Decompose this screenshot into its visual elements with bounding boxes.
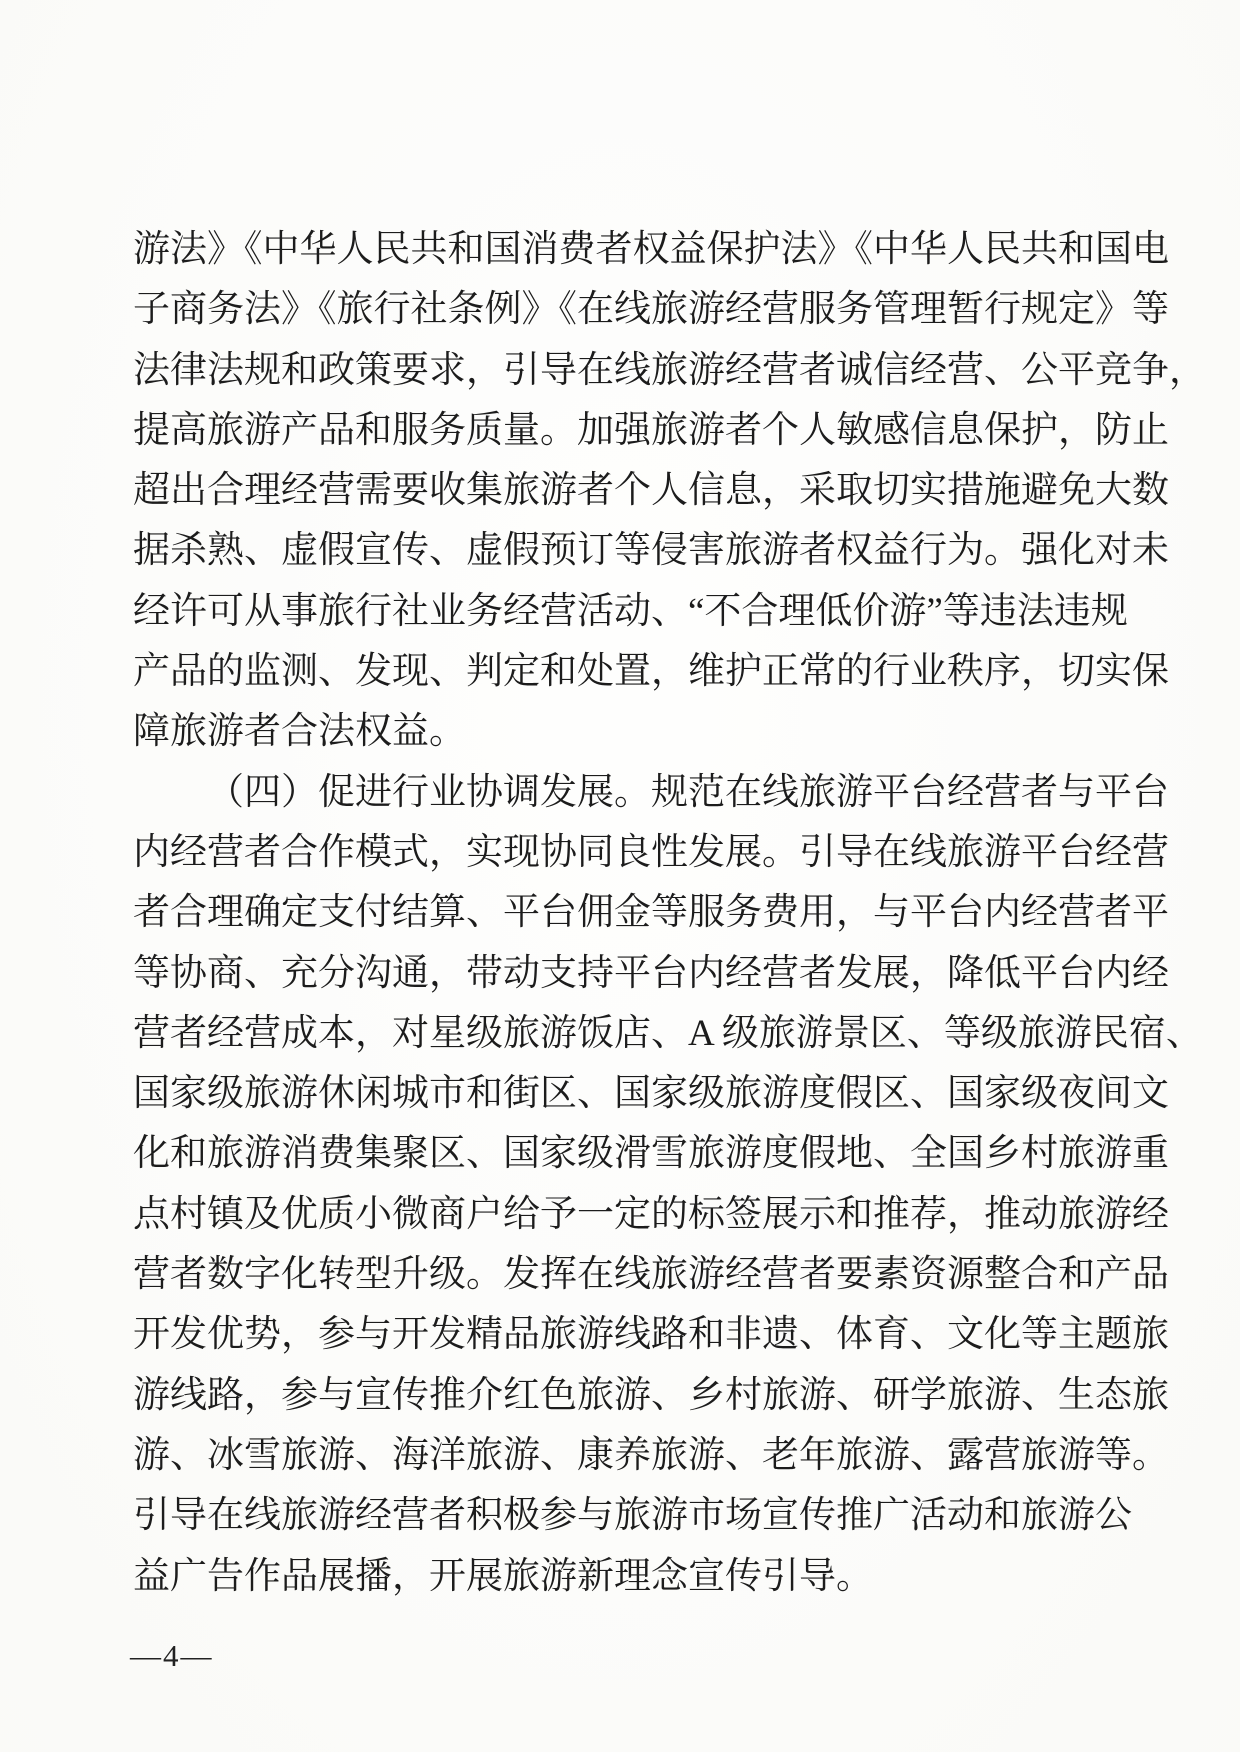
text-line: 提高旅游产品和服务质量。加强旅游者个人敏感信息保护，防止 bbox=[133, 409, 1169, 451]
text-line-section-four-heading: （四）促进行业协调发展。规范在线旅游平台经营者与平台 bbox=[207, 771, 1169, 813]
text-line: 游线路，参与宣传推介红色旅游、乡村旅游、研学旅游、生态旅 bbox=[133, 1374, 1169, 1416]
text-line: 法律法规和政策要求，引导在线旅游经营者诚信经营、公平竞争， bbox=[133, 349, 1206, 391]
text-line: 引导在线旅游经营者积极参与旅游市场宣传推广活动和旅游公 bbox=[133, 1495, 1132, 1537]
text-line: 等协商、充分沟通，带动支持平台内经营者发展，降低平台内经 bbox=[133, 952, 1169, 994]
text-line-paragraph-end: 障旅游者合法权益。 bbox=[133, 711, 466, 753]
text-line: 内经营者合作模式，实现协同良性发展。引导在线旅游平台经营 bbox=[133, 831, 1169, 873]
text-line: 据杀熟、虚假宣传、虚假预订等侵害旅游者权益行为。强化对未 bbox=[133, 530, 1169, 572]
document-body-text bbox=[133, 220, 1206, 1607]
text-line: 点村镇及优质小微商户给予一定的标签展示和推荐，推动旅游经 bbox=[133, 1193, 1169, 1235]
text-line: 经许可从事旅行社业务经营活动、“不合理低价游”等违法违规 bbox=[133, 590, 1128, 632]
text-line: 游法》《中华人民共和国消费者权益保护法》《中华人民共和国电 bbox=[133, 229, 1169, 270]
text-line: 子商务法》《旅行社条例》《在线旅游经营服务管理暂行规定》等 bbox=[133, 289, 1169, 331]
text-line: 超出合理经营需要收集旅游者个人信息，采取切实措施避免大数 bbox=[133, 470, 1169, 512]
text-line: 者合理确定支付结算、平台佣金等服务费用，与平台内经营者平 bbox=[133, 892, 1169, 934]
text-line: 游、冰雪旅游、海洋旅游、康养旅游、老年旅游、露营旅游等。 bbox=[133, 1434, 1169, 1476]
text-line: 开发优势，参与开发精品旅游线路和非遗、体育、文化等主题旅 bbox=[133, 1314, 1169, 1356]
page-number: —4— bbox=[130, 1638, 214, 1673]
text-line: 营者数字化转型升级。发挥在线旅游经营者要素资源整合和产品 bbox=[133, 1254, 1169, 1296]
text-line: 国家级旅游休闲城市和街区、国家级旅游度假区、国家级夜间文 bbox=[133, 1073, 1169, 1115]
text-line: 化和旅游消费集聚区、国家级滑雪旅游度假地、全国乡村旅游重 bbox=[133, 1133, 1169, 1175]
text-line: 产品的监测、发现、判定和处置，维护正常的行业秩序，切实保 bbox=[133, 651, 1169, 693]
text-line-paragraph-end: 益广告作品展播，开展旅游新理念宣传引导。 bbox=[133, 1555, 873, 1597]
text-line: 营者经营成本，对星级旅游饭店、A 级旅游景区、等级旅游民宿、 bbox=[133, 1012, 1203, 1054]
